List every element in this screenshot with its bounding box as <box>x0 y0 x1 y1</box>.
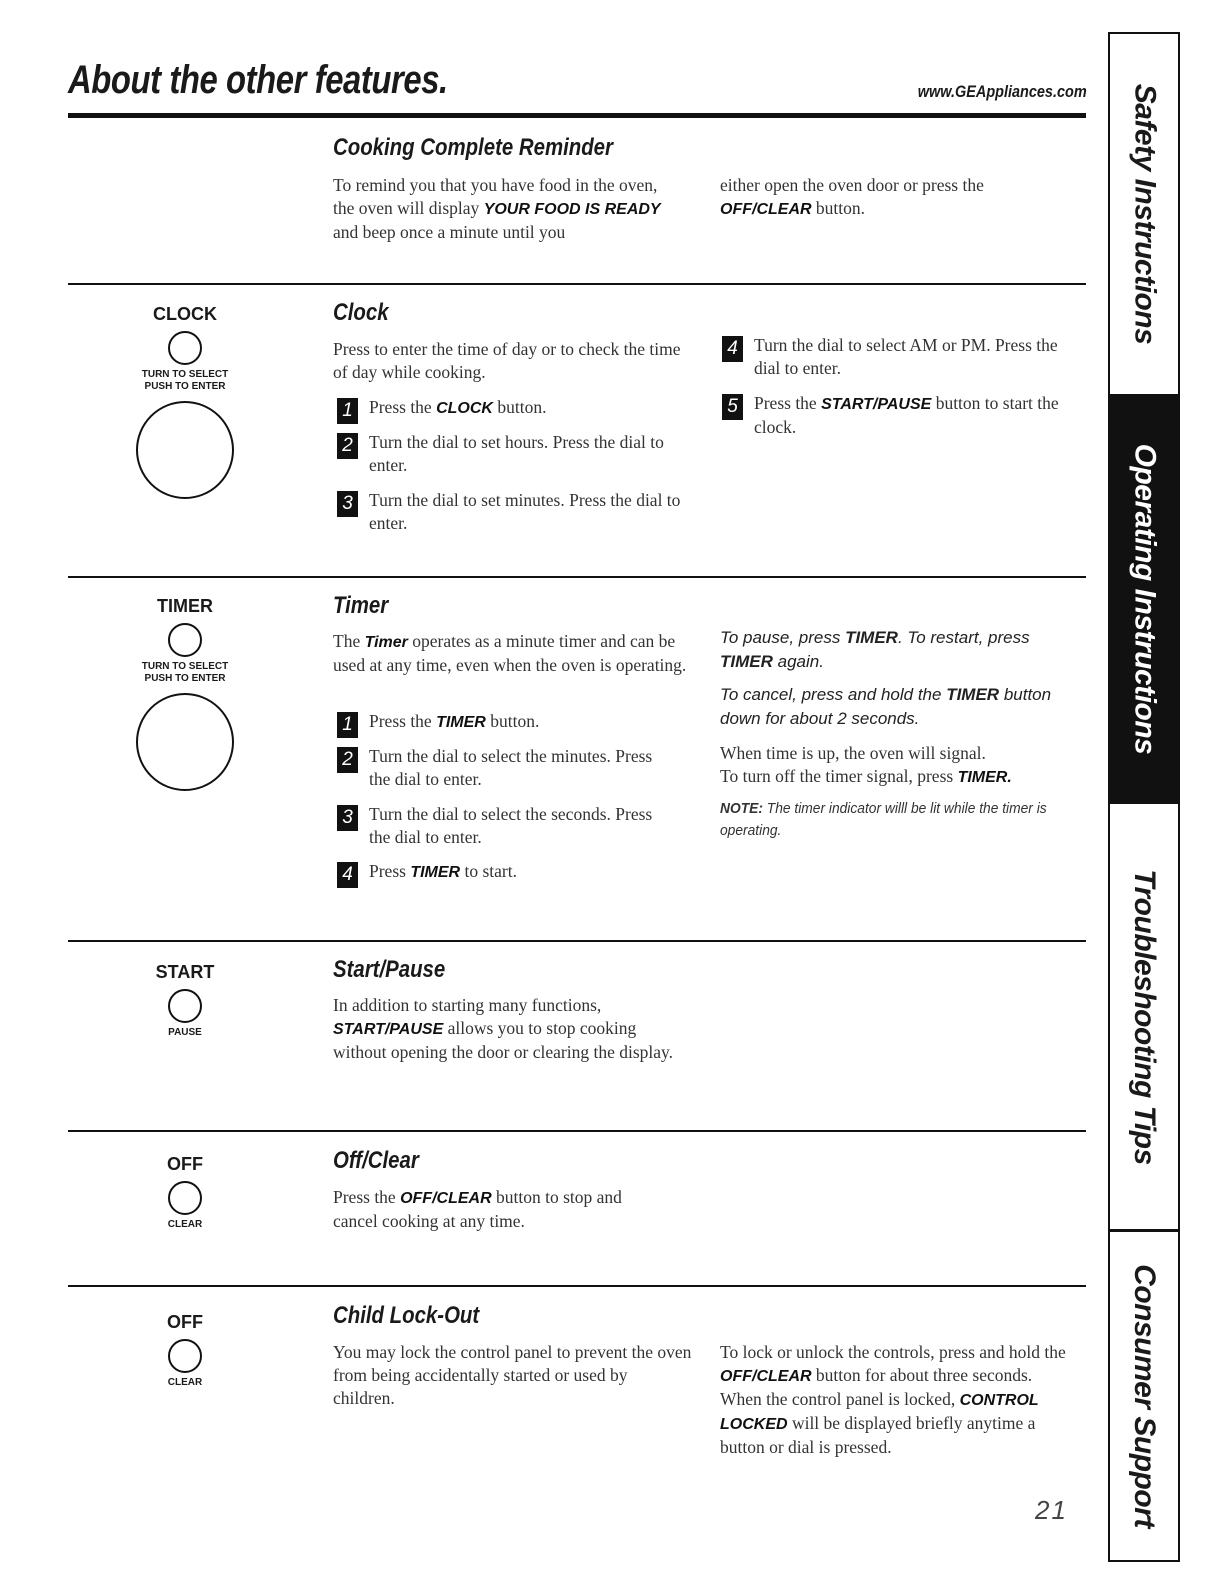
tab-safety-instructions[interactable]: Safety Instructions <box>1128 83 1161 345</box>
clock-step-3: 3 Turn the dial to set minutes. Press the dial to enter. <box>337 489 702 535</box>
off-clear-button[interactable] <box>168 1181 202 1215</box>
start-control-panel <box>120 962 250 1039</box>
timer-panel-label: TIMER <box>157 596 213 616</box>
clock-step-1: 1 Press the CLOCK button. <box>337 396 702 420</box>
header-rule <box>68 113 1086 118</box>
website-url: www.GEAppliances.com <box>918 82 1087 101</box>
clock-button[interactable] <box>168 331 202 365</box>
timer-pause-note: To pause, press TIMER. To restart, press TIMER again. <box>720 628 1030 671</box>
section-title-start-pause: Start/Pause <box>333 956 446 983</box>
section-title-clock: Clock <box>333 299 389 326</box>
section-divider <box>68 1285 1086 1287</box>
turn-to-select-label: TURN TO SELECT <box>141 661 229 672</box>
child-lock-text-col1: You may lock the control panel to prevent the oven from being accidentally started or used by children. <box>333 1342 692 1408</box>
section-divider <box>68 576 1086 578</box>
timer-note: NOTE: The timer indicator willl be lit while the timer is operating. <box>720 800 1047 839</box>
off-clear-text: Press the OFF/CLEAR button to stop and cancel cooking at any time. <box>333 1187 622 1231</box>
tab-troubleshooting-tips[interactable]: Troubleshooting Tips <box>1128 868 1161 1165</box>
section-divider <box>68 940 1086 942</box>
clear-label: CLEAR <box>167 1377 203 1388</box>
step-number-3: 3 <box>337 491 358 517</box>
timer-control-panel <box>120 596 250 791</box>
step-number-2: 2 <box>337 433 358 459</box>
off-control-panel <box>120 1154 250 1231</box>
select-dial[interactable] <box>136 693 234 791</box>
clock-step-5: 5 Press the START/PAUSE button to start the clock. <box>722 392 1067 439</box>
timer-step-1: 1 Press the TIMER button. <box>337 710 697 734</box>
step-number-4: 4 <box>722 336 743 362</box>
step-number-1: 1 <box>337 398 358 424</box>
start-panel-label: START <box>155 962 215 982</box>
section-title-reminder: Cooking Complete Reminder <box>333 134 613 161</box>
step-number-4: 4 <box>337 862 358 888</box>
timer-cancel-note: To cancel, press and hold the TIMER button down for about 2 seconds. <box>720 685 1052 728</box>
off-panel-label: OFF <box>167 1312 203 1332</box>
page-title: About the other features. <box>68 58 448 102</box>
step-number-1: 1 <box>337 712 358 738</box>
section-divider <box>68 1130 1086 1132</box>
clock-panel-label: CLOCK <box>153 304 217 324</box>
section-title-timer: Timer <box>333 592 389 619</box>
reminder-text-col1: To remind you that you have food in the oven, the oven will display YOUR FOOD IS READY and beep once a minute until you <box>333 175 661 242</box>
reminder-text-col2: either open the oven door or press the OFF/CLEAR button. <box>720 175 984 218</box>
page-number: 21 <box>1035 1495 1068 1525</box>
clock-step-4: 4 Turn the dial to select AM or PM. Press the dial to enter. <box>722 334 1067 380</box>
off-control-panel-lock <box>120 1312 250 1389</box>
start-pause-text: In addition to starting many functions, START/PAUSE allows you to stop cooking without opening the door or clearing the display. <box>333 995 674 1062</box>
clock-step-2: 2 Turn the dial to set hours. Press the dial to enter. <box>337 431 702 477</box>
off-panel-label: OFF <box>167 1154 203 1174</box>
step-number-3: 3 <box>337 805 358 831</box>
timer-step-2: 2 Turn the dial to select the minutes. Press the dial to enter. <box>337 745 667 791</box>
tab-operating-instructions[interactable]: Operating Instructions <box>1110 394 1178 804</box>
clock-intro: Press to enter the time of day or to check the time of day while cooking. <box>333 339 681 382</box>
step-number-2: 2 <box>337 747 358 773</box>
pause-label: PAUSE <box>168 1027 202 1038</box>
clear-label: CLEAR <box>167 1219 203 1230</box>
section-title-off-clear: Off/Clear <box>333 1147 419 1174</box>
clock-control-panel <box>120 304 250 499</box>
select-dial[interactable] <box>136 401 234 499</box>
timer-button[interactable] <box>168 623 202 657</box>
push-to-enter-label: PUSH TO ENTER <box>144 381 226 392</box>
push-to-enter-label: PUSH TO ENTER <box>144 673 226 684</box>
step-number-5: 5 <box>722 394 743 420</box>
timer-step-3: 3 Turn the dial to select the seconds. Press the dial to enter. <box>337 803 667 849</box>
timer-step-4: 4 Press TIMER to start. <box>337 860 667 884</box>
section-divider <box>68 283 1086 285</box>
off-clear-button[interactable] <box>168 1339 202 1373</box>
section-title-child-lock: Child Lock-Out <box>333 1302 480 1329</box>
timer-signal-text: When time is up, the oven will signal. To turn off the timer signal, press TIMER. <box>720 743 1012 786</box>
turn-to-select-label: TURN TO SELECT <box>141 369 229 380</box>
tab-consumer-support[interactable]: Consumer Support <box>1128 1264 1162 1528</box>
child-lock-text-col2: To lock or unlock the controls, press and hold the OFF/CLEAR button for about three seconds. When the control panel is locked, CONTROL LOCKED will be displayed briefly anytime a button or dial is pressed. <box>720 1342 1066 1457</box>
timer-intro: The Timer operates as a minute timer and can be used at any time, even when the oven is operating. <box>333 631 687 675</box>
section-tabs <box>1108 32 1180 1562</box>
start-pause-button[interactable] <box>168 989 202 1023</box>
